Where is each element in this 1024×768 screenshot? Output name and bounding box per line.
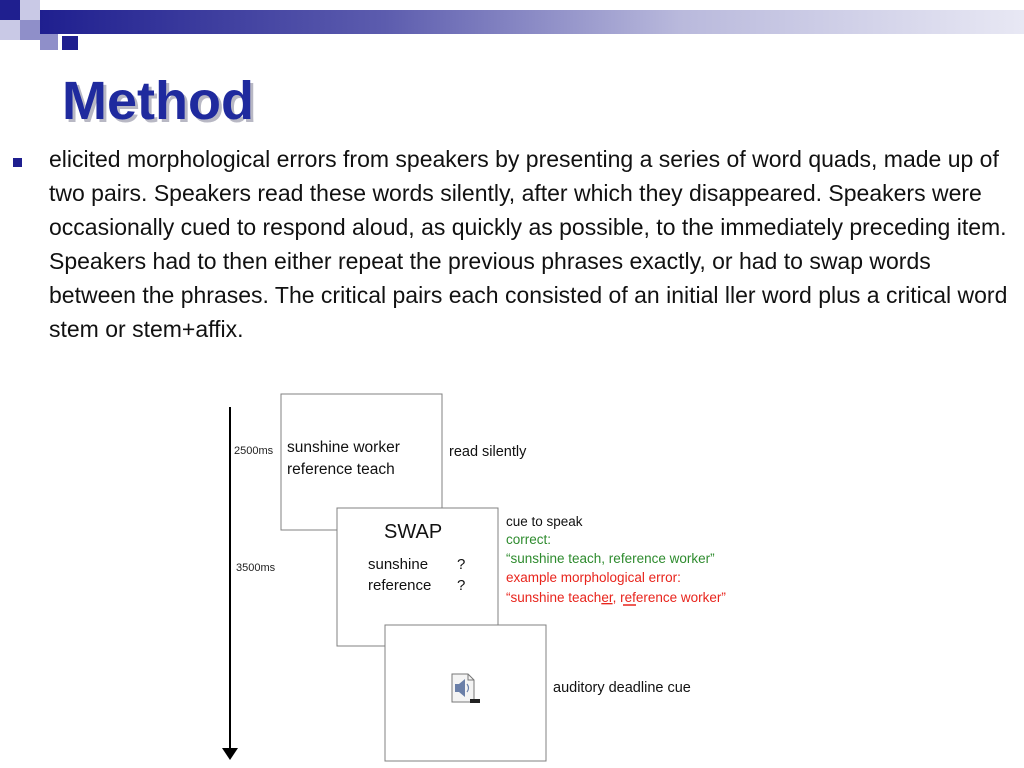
frame2-q1: ? [457, 556, 466, 573]
frame2-line2: reference [368, 577, 432, 594]
frame2-annotation: cue to speak [506, 514, 583, 529]
frame2-heading: SWAP [384, 521, 443, 543]
frame3-annotation: auditory deadline cue [553, 680, 691, 696]
frame2-line1: sunshine [368, 556, 429, 573]
correct-example: “sunshine teach, reference worker” [506, 551, 715, 566]
timeline-arrow-head [222, 748, 238, 760]
timing-3500: 3500ms [236, 562, 276, 574]
error-label: example morphological error: [506, 570, 681, 585]
error-affix: er [601, 590, 613, 605]
error-example-pre: “sunshine teach [506, 590, 602, 605]
frame2-q2: ? [457, 577, 466, 594]
slide-title: Method [62, 71, 254, 131]
frame1-line1: sunshine worker [287, 439, 400, 456]
bullet-text: elicited morphological errors from speakers by presenting a series of word quads, made up of two pairs. Speakers read these words silently, after which they disappeared. Speakers were occasionally cued to respond aloud, as quickly as possible, to the immediately preceding item. Speakers had to then either repeat the previous phrases exactly, or had to swap words between the phrases. The critical pairs each consisted of an initial ller word plus a critical word stem or stem+affix. [49, 146, 1008, 342]
timing-2500: 2500ms [234, 445, 274, 457]
frame1-annotation: read silently [449, 444, 527, 460]
error-example [506, 590, 726, 605]
frame1-line2: reference teach [287, 461, 395, 478]
correct-label: correct: [506, 532, 552, 547]
error-example-post: , reference worker” [612, 590, 726, 605]
